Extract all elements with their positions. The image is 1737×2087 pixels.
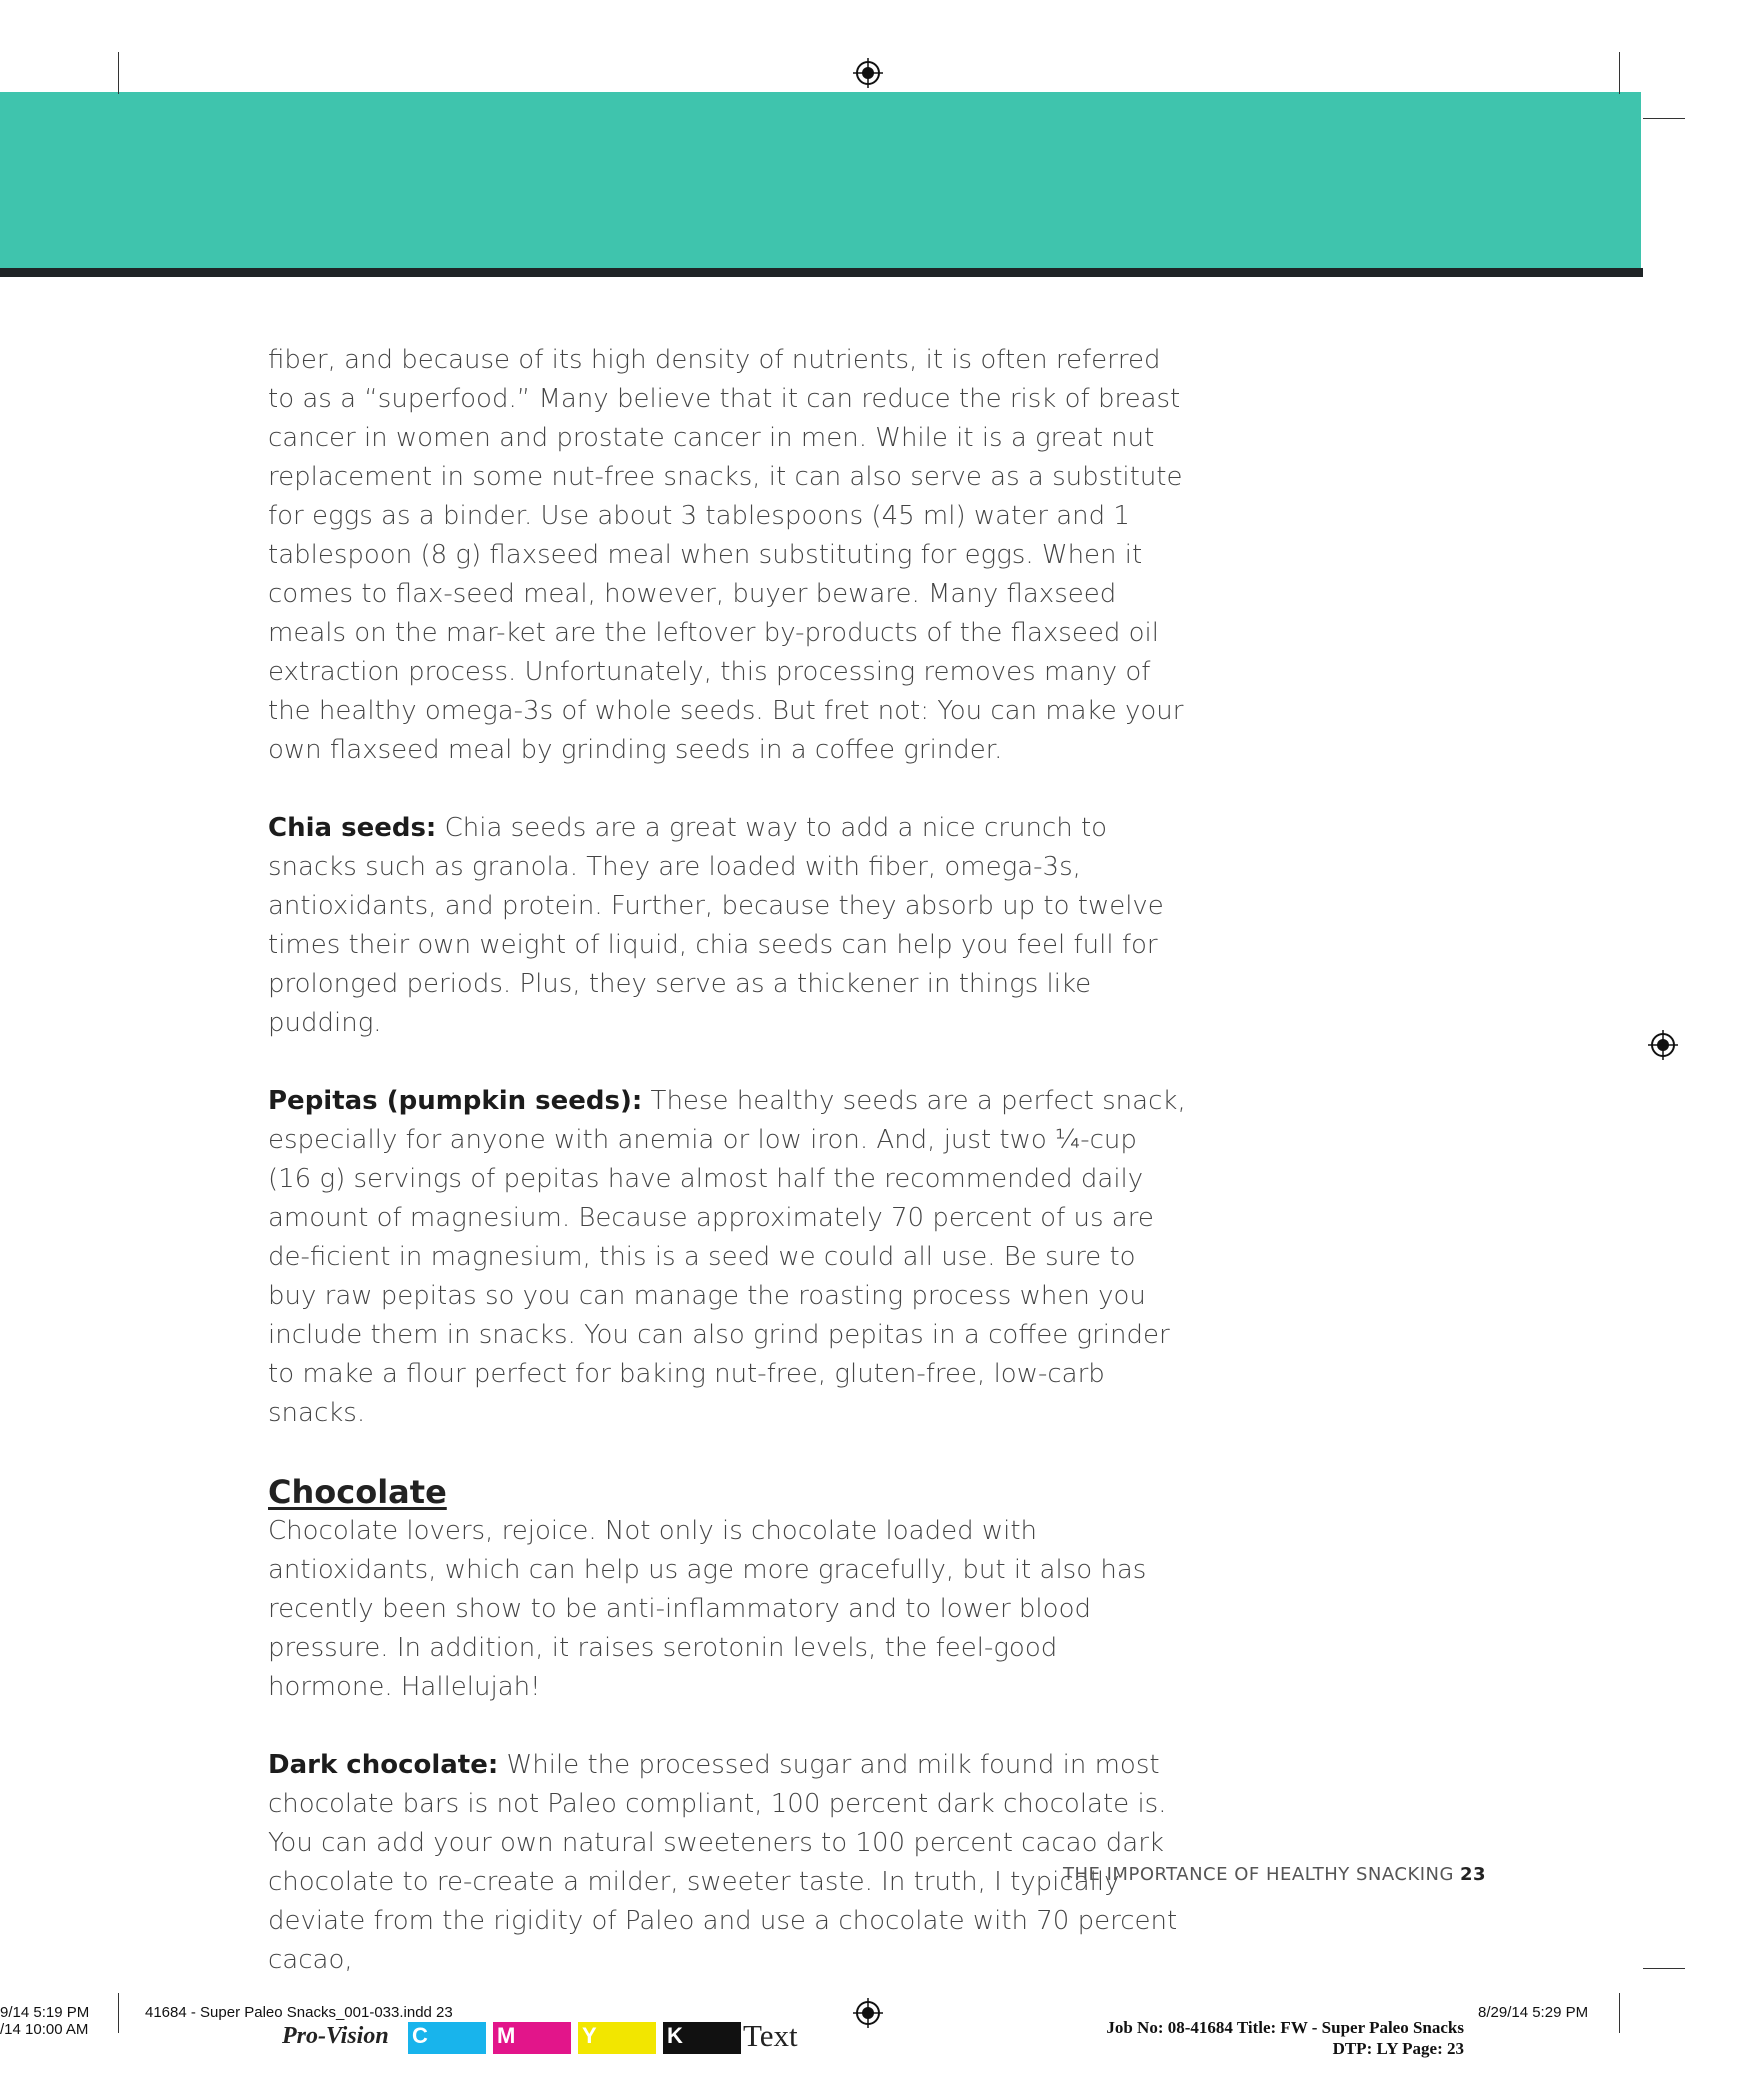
slug-job-line-1: Job No: 08-41684 Title: FW - Super Paleo Snacks <box>1106 2018 1464 2037</box>
pepitas-text: These healthy seeds are a perfect snack, especially for anyone with anemia or low iron. And, just two ¼-cup (16 g) servings of pepitas have almost half the recommended daily amount of magnesium. Because approximately 70 percent of us are de-ficient in magnesium, this is a seed we could all use. Be sure to buy raw pepitas so you can manage the roasting process when you include them in snacks. You can also grind pepitas in a coffee grinder to make a flour perfect for baking nut-free, gluten-free, low-carb snacks. <box>268 1086 1186 1428</box>
slug-job-line-2: DTP: LY Page: 23 <box>1332 2039 1464 2058</box>
page-number: 23 <box>1459 1864 1487 1885</box>
registration-mark-icon <box>853 58 883 88</box>
chia-seeds-text: Chia seeds are a great way to add a nice crunch to snacks such as granola. They are loaded with fiber, omega-3s, antioxidants, and protein. Further, because they absorb up to twelve times their own weight of liquid, chia seeds can help you feel full for prolonged periods. Plus, they serve as a thickener in things like pudding. <box>268 813 1164 1038</box>
term-chia-seeds: Chia seeds: <box>268 813 437 843</box>
slug-text-label: Text <box>743 2018 798 2053</box>
provision-logo: Pro-Vision <box>282 2023 389 2049</box>
crop-mark <box>1643 1968 1685 1969</box>
slug-time-2: /14 10:00 AM <box>0 2021 89 2038</box>
paragraph-dark-chocolate <box>268 1746 1188 1980</box>
swatch-magenta <box>493 2022 571 2054</box>
swatch-cyan <box>408 2022 486 2054</box>
term-pepitas: Pepitas (pumpkin seeds): <box>268 1086 643 1116</box>
swatch-magenta-label: M <box>497 2023 516 2048</box>
swatch-black-label: K <box>667 2023 683 2048</box>
crop-mark <box>118 1993 119 2033</box>
paragraph-chia-seeds <box>268 809 1188 1043</box>
registration-mark-icon <box>1648 1030 1678 1060</box>
crop-mark <box>1643 118 1685 119</box>
swatch-black <box>663 2022 741 2054</box>
header-rule <box>0 268 1643 277</box>
swatch-yellow <box>578 2022 656 2054</box>
slug-job-info <box>1000 2017 1464 2059</box>
running-title: THE IMPORTANCE OF HEALTHY SNACKING <box>1063 1864 1454 1885</box>
slug-right-time: 8/29/14 5:29 PM <box>1478 2004 1589 2021</box>
paragraph-flaxseed: fiber, and because of its high density of nutrients, it is often referred to as a “superfood.” Many believe that it can reduce the risk of breast cancer in women and prostate cancer in men. While it is a great nut replacement in some nut-free snacks, it can also serve as a substitute for eggs as a binder. Use about 3 tablespoons (45 ml) water and 1 tablespoon (8 g) flaxseed meal when substituting for eggs. When it comes to flax-seed meal, however, buyer beware. Many flaxseed meals on the mar-ket are the leftover by-products of the flaxseed oil extraction process. Unfortunately, this processing removes many of the healthy omega-3s of whole seeds. But fret not: You can make your own flaxseed meal by grinding seeds in a coffee grinder. <box>268 345 1184 765</box>
crop-mark <box>118 52 119 94</box>
term-dark-chocolate: Dark chocolate: <box>268 1750 499 1780</box>
dark-chocolate-text: While the processed sugar and milk found in most chocolate bars is not Paleo compliant, 100 percent dark chocolate is. You can add your own natural sweeteners to 100 percent cacao dark chocolate to re-create a milder, sweeter taste. In truth, I typically deviate from the rigidity of Paleo and use a chocolate with 70 percent cacao, <box>268 1750 1178 1975</box>
slug-file-name: 41684 - Super Paleo Snacks_001-033.indd 23 <box>145 2004 453 2021</box>
paragraph-pepitas <box>268 1082 1188 1433</box>
body-text <box>268 341 1188 2019</box>
header-color-band <box>0 92 1641 268</box>
slug-left-times <box>0 2004 89 2038</box>
running-footer <box>1063 1864 1486 1885</box>
section-heading-chocolate: Chocolate <box>268 1473 447 1511</box>
swatch-cyan-label: C <box>412 2023 428 2048</box>
crop-mark <box>1619 52 1620 94</box>
paragraph-chocolate: Chocolate lovers, rejoice. Not only is chocolate loaded with antioxidants, which can help us age more gracefully, but it also has recently been show to be anti-inflammatory and to lower blood pressure. In addition, it raises serotonin levels, the feel-good hormone. Hallelujah! <box>268 1516 1147 1702</box>
swatch-yellow-label: Y <box>582 2023 597 2048</box>
slug-time-1: 9/14 5:19 PM <box>0 2004 90 2021</box>
crop-mark <box>1619 1993 1620 2033</box>
